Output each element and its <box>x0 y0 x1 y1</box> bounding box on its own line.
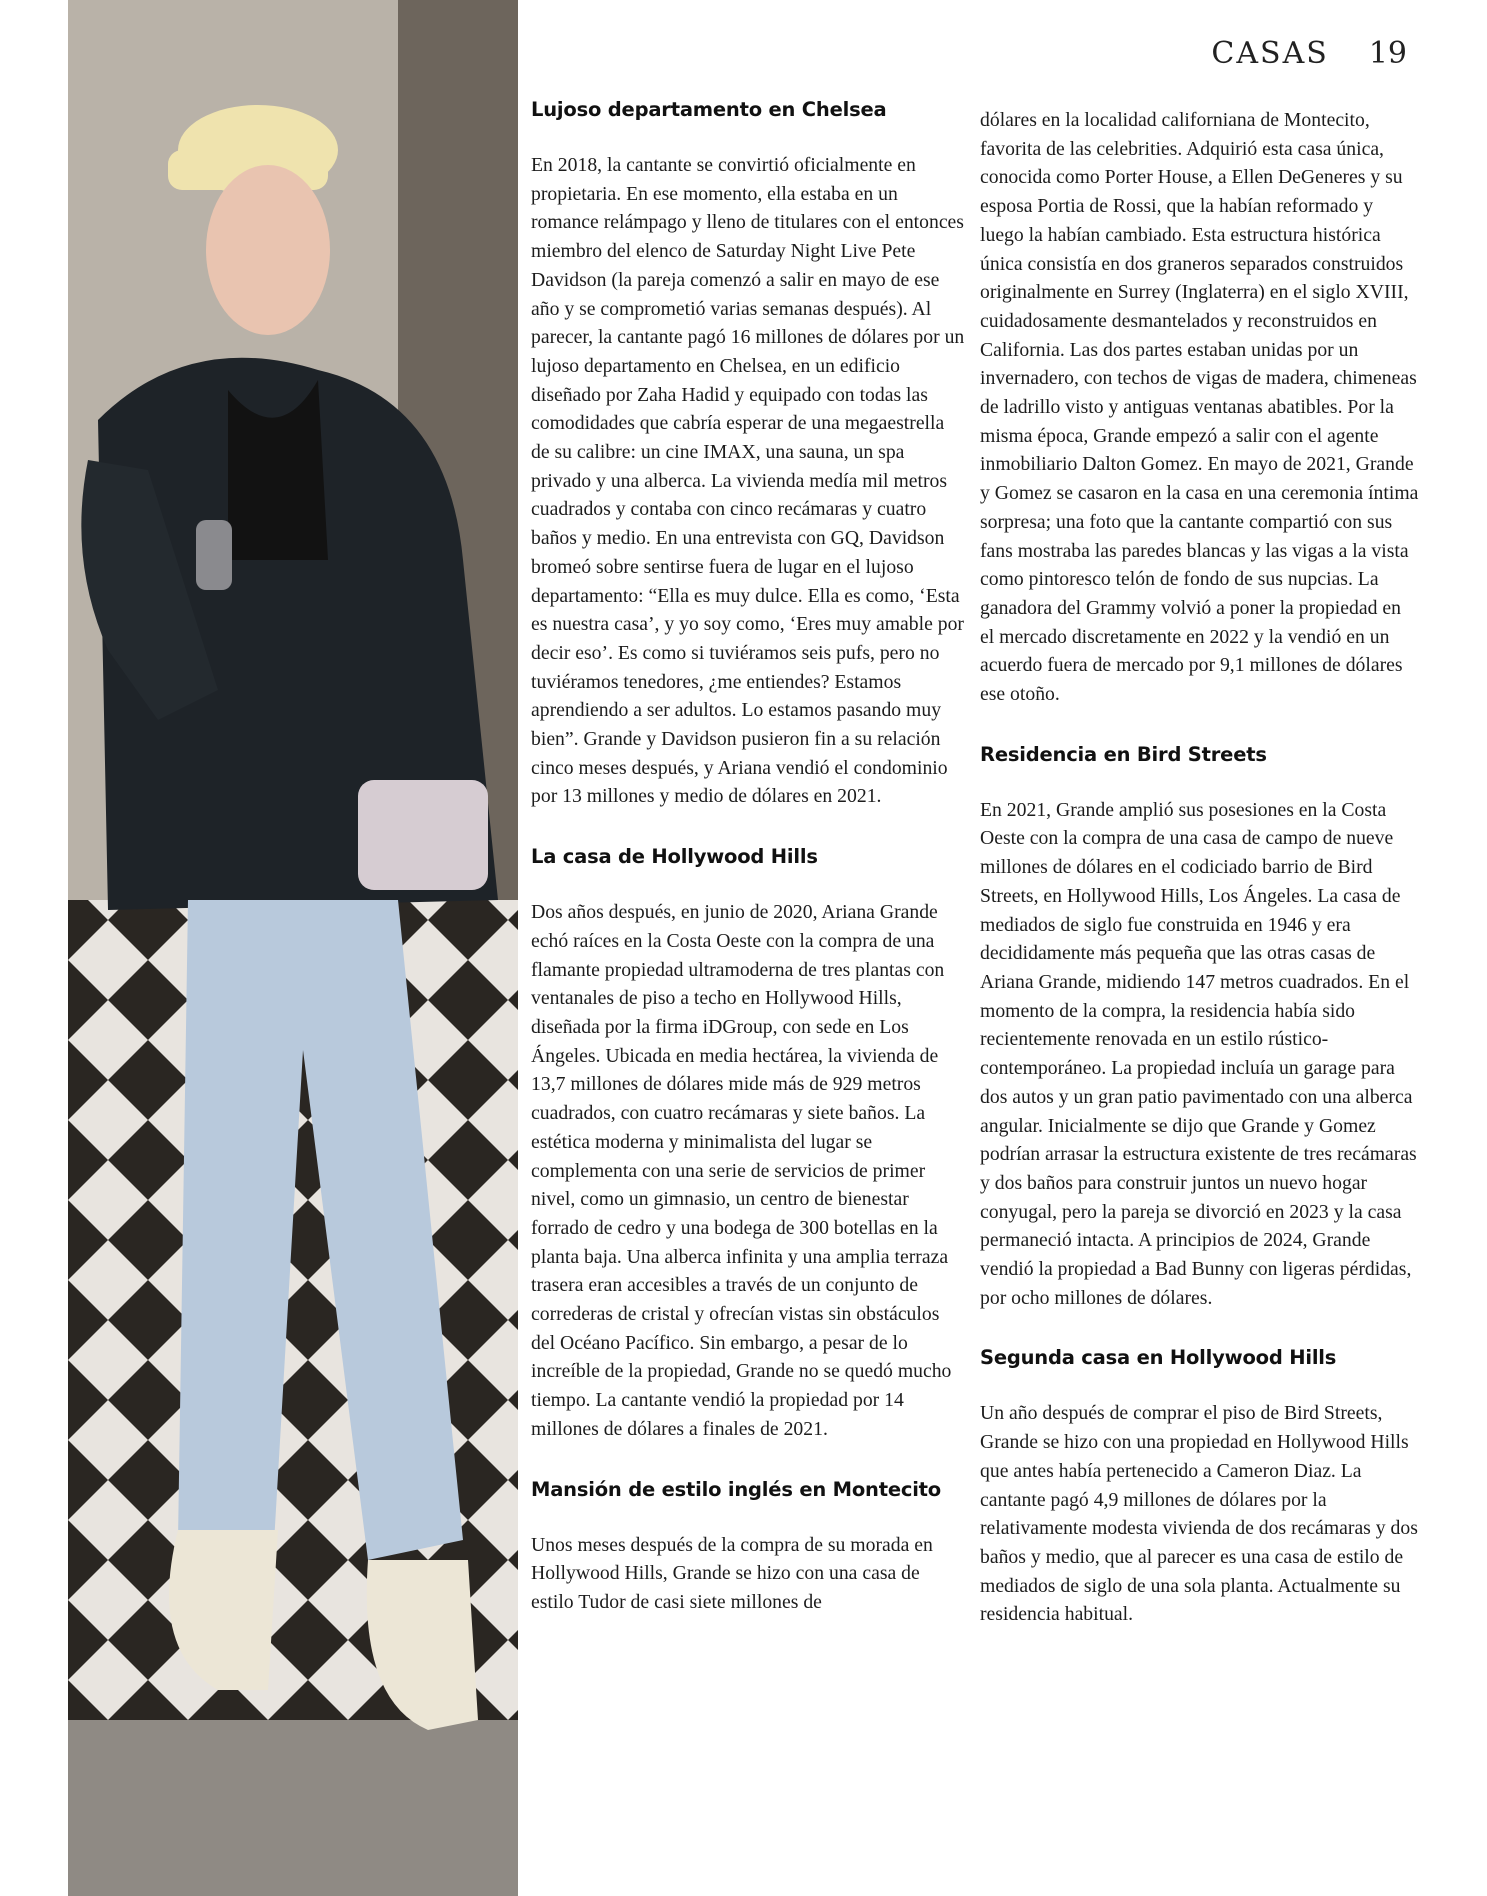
paragraph-chelsea: En 2018, la cantante se convirtió oficialmente en propietaria. En ese momento, ella estaba en un romance relámpago y lleno de titulares con el entonces miembro del elenco de Saturday Night Live Pete Davidson (la pareja comenzó a salir en mayo de ese año y se comprometió varias semanas después). Al parecer, la cantante pagó 16 millones de dólares por un lujoso departamento en Chelsea, en un edificio diseñado por Zaha Hadid y equipado con todas las comodidades que cabría esperar de una megaestrella de su calibre: un cine IMAX, una sauna, un spa privado y una alberca. La vivienda medía mil metros cuadrados y contaba con cinco recámaras y cuatro baños y medio. En una entrevista con GQ, Davidson bromeó sobre sentirse fuera de lugar en el lujoso departamento: “Ella es muy dulce. Ella es como, ‘Esta es nuestra casa’, y yo soy como, ‘Eres muy amable por decir eso’. Es como si tuviéramos seis pufs, pero no tuviéramos tenedores, ¿me entiendes? Estamos aprendiendo a ser adultos. Lo estamos pasando muy bien”. Grande y Davidson pusieron fin a su relación cinco meses después, y Ariana vendió el condominio por 13 millones y medio de dólares en 2021. <box>531 154 965 808</box>
paragraph-bird-streets: En 2021, Grande amplió sus posesiones en la Costa Oeste con la compra de una casa de campo de nueve millones de dólares en el codiciado barrio de Bird Streets, en Hollywood Hills, Los Ángeles. La casa de mediados de siglo fue construida en 1946 y era decididamente más pequeña que las otras casas de Ariana Grande, midiendo 147 metros cuadrados. En el momento de la compra, la residencia había sido recientemente renovada en un estilo rústico-contemporáneo. La propiedad incluía un garage para dos autos y un gran patio pavimentado con una alberca angular. Inicialmente se dijo que Grande y Gomez podrían arrasar la estructura existente de tres recámaras y dos baños para construir juntos un nuevo hogar conyugal, pero la pareja se divorció en 2023 y la casa permaneció intacta. A principios de 2024, Grande vendió la propiedad a Bad Bunny con ligeras pérdidas, por ocho millones de dólares. <box>980 798 1417 1309</box>
subheading-bird-streets: Residencia en Bird Streets <box>980 742 1267 766</box>
paragraph-montecito-continued: dólares en la localidad californiana de Montecito, favorita de las celebrities. Adquirió esta casa única, conocida como Porter House, a Ellen DeGeneres y su esposa Portia de Rossi, que la habían reformado y luego la habían cambiado. Esta estructura histórica única consistía en dos graneros separados construidos originalmente en Surrey (Inglaterra) en el siglo XVIII, cuidadosamente desmantelados y reconstruidos en California. Las dos partes estaban unidas por un invernadero, con techos de vigas de madera, chimeneas de ladrillo visto y antiguas ventanas abatibles. Por la misma época, Grande empezó a salir con el agente inmobiliario Dalton Gomez. En mayo de 2021, Grande y Gomez se casaron en la casa en una ceremonia íntima sorpresa; una foto que la cantante compartió con sus fans mostraba las paredes blancas y las vigas a la vista como pintoresco telón de fondo de sus nupcias. La ganadora del Grammy volvió a poner la propiedad en el mercado discretamente en 2022 y la vendió en un acuerdo fuera de mercado por 9,1 millones de dólares ese otoño. <box>980 109 1419 706</box>
article-column-2 <box>980 106 1420 1663</box>
page-number: 19 <box>1368 36 1407 71</box>
section-title: CASAS <box>1211 36 1329 71</box>
paragraph-second-hollywood-hills: Un año después de comprar el piso de Bird Streets, Grande se hizo con una propiedad en Hollywood Hills que antes había pertenecido a Cameron Diaz. La cantante pagó 4,9 millones de dólares por la relativamente modesta vivienda de dos recámaras y dos baños y medio, que al parecer es una casa de estilo de mediados de siglo de una sola planta. Actualmente su residencia habitual. <box>980 1402 1418 1626</box>
subheading-hollywood-hills: La casa de Hollywood Hills <box>531 845 818 869</box>
photo-illustration <box>68 0 518 1896</box>
paragraph-montecito: Unos meses después de la compra de su morada en Hollywood Hills, Grande se hizo con una casa de estilo Tudor de casi siete millones de <box>531 1533 933 1613</box>
page-header <box>1211 36 1407 71</box>
subheading-second-hollywood-hills: Segunda casa en Hollywood Hills <box>980 1346 1337 1370</box>
subheading-chelsea: Lujoso departamento en Chelsea <box>531 98 887 121</box>
person-photo <box>68 0 518 1896</box>
paragraph-hollywood-hills: Dos años después, en junio de 2020, Ariana Grande echó raíces en la Costa Oeste con la compra de una flamante propiedad ultramoderna de tres plantas con ventanales de piso a techo en Hollywood Hills, diseñada por la firma iDGroup, con sede en Los Ángeles. Ubicada en media hectárea, la vivienda de 13,7 millones de dólares mide más de 929 metros cuadrados, con cuatro recámaras y siete baños. La estética moderna y minimalista del lugar se complementa con una serie de servicios de primer nivel, como un gimnasio, un centro de bienestar forrado de cedro y una bodega de 300 botellas en la planta baja. Una alberca infinita y una amplia terraza trasera eran accesibles a través de un conjunto de correderas de cristal y ofrecían vistas sin obstáculos del Océano Pacífico. Sin embargo, a pesar de lo increíble de la propiedad, Grande no se quedó mucho tiempo. La cantante vendió la propiedad por 14 millones de dólares a finales de 2021. <box>531 901 952 1440</box>
subheading-montecito: Mansión de estilo inglés en Montecito <box>531 1477 942 1501</box>
article-column-1 <box>531 98 967 1651</box>
